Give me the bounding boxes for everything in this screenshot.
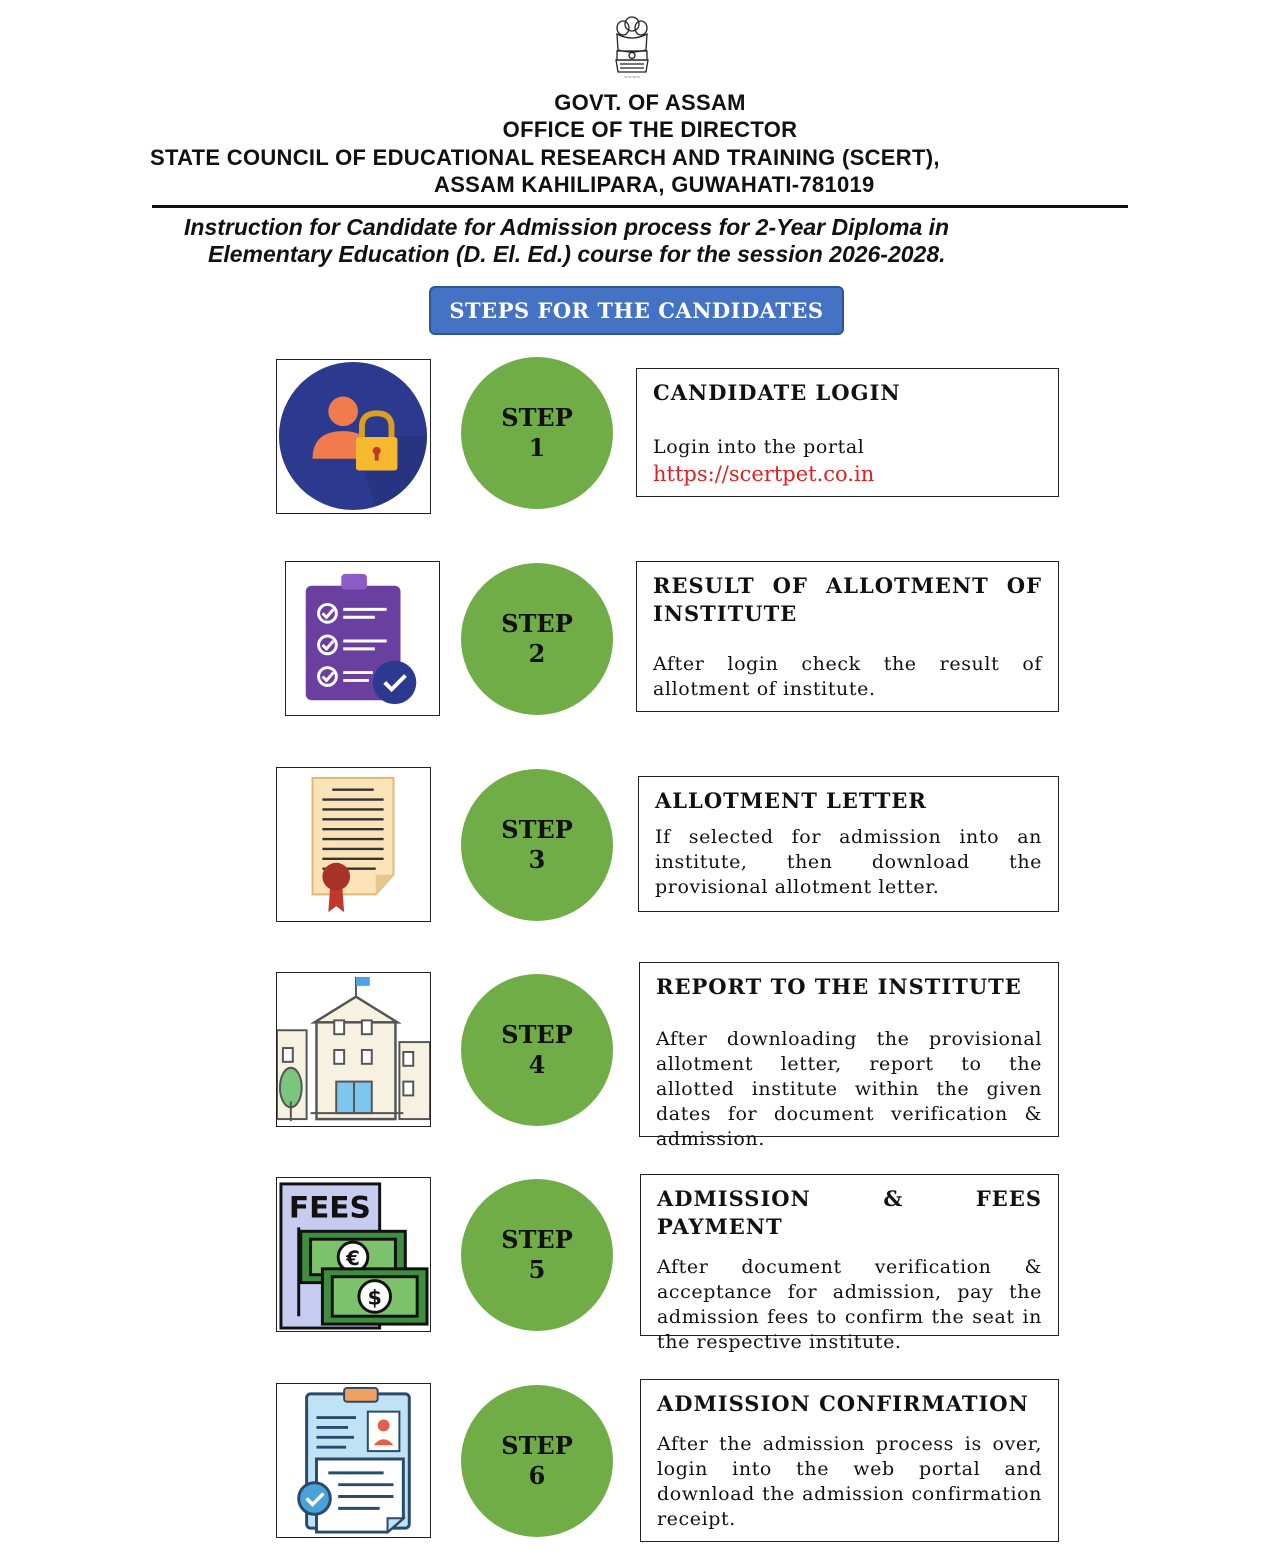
step-2-body: After login check the result of allotment of institute.: [653, 653, 1042, 700]
step-6-circle: [461, 1385, 613, 1537]
step-6-label: STEP: [501, 1431, 573, 1460]
header-divider: [152, 205, 1128, 208]
school-building-icon: [277, 973, 430, 1126]
user-lock-icon: [277, 360, 430, 513]
state-emblem-icon: [611, 14, 653, 82]
step-6-body: After the admission process is over, login into the web portal and download the admission confirmation receipt.: [657, 1433, 1042, 1530]
step-2-number: 2: [528, 639, 546, 668]
step-1-label: STEP: [501, 403, 573, 432]
step-5-label: STEP: [501, 1225, 573, 1254]
step-5-body: After document verification & acceptance for admission, pay the admission fees to confirm the seat in the respective institute.: [657, 1256, 1042, 1353]
step-4-number: 4: [528, 1050, 546, 1079]
svg-text:FEES: FEES: [288, 1190, 371, 1225]
header-office: OFFICE OF THE DIRECTOR: [502, 117, 798, 142]
steps-banner: STEPS FOR THE CANDIDATES: [429, 286, 844, 335]
header-address: ASSAM KAHILIPARA, GUWAHATI-781019: [434, 172, 875, 197]
instruction-line-2: Elementary Education (D. El. Ed.) course for the session 2026-2028.: [208, 241, 946, 267]
step-1-card: [636, 368, 1059, 497]
step-4-icon-box: [276, 972, 431, 1127]
step-6-icon-box: [276, 1383, 431, 1538]
step-1-icon-box: [276, 359, 431, 514]
step-3-label: STEP: [501, 815, 573, 844]
step-5-number: 5: [528, 1255, 546, 1284]
header-govt: GOVT. OF ASSAM: [554, 90, 746, 115]
step-5-title: ADMISSION & FEES PAYMENT: [657, 1186, 1042, 1239]
svg-text:$: $: [367, 1285, 382, 1310]
step-4-body: After downloading the provisional allotment letter, report to the allotted institute within the given dates for document verification & admission.: [656, 1028, 1042, 1150]
step-1-number: 1: [528, 433, 546, 462]
step-2-icon-box: [285, 561, 440, 716]
instruction-line-1: Instruction for Candidate for Admission process for 2-Year Diploma in: [184, 214, 950, 240]
step-1-title: CANDIDATE LOGIN: [653, 380, 901, 405]
step-1-circle: [461, 357, 613, 509]
clipboard-checklist-icon: [286, 562, 439, 715]
step-2-card: [636, 561, 1059, 712]
step-3-number: 3: [528, 845, 546, 874]
confirmation-receipt-icon: [277, 1384, 430, 1537]
step-2-label: STEP: [501, 609, 573, 638]
header-council: STATE COUNCIL OF EDUCATIONAL RESEARCH AND TRAINING (SCERT),: [150, 145, 940, 170]
step-5-card: [640, 1174, 1059, 1353]
step-6-card: [640, 1379, 1059, 1542]
step-4-card: [639, 962, 1059, 1150]
step-2-circle: [461, 563, 613, 715]
step-6-number: 6: [528, 1461, 546, 1490]
svg-text:€: €: [346, 1246, 360, 1270]
fees-money-icon: [277, 1178, 430, 1331]
step-3-circle: [461, 769, 613, 921]
step-1-body: Login into the portal: [653, 436, 865, 458]
svg-text:~~~~: ~~~~: [623, 75, 641, 81]
step-3-body: If selected for admission into an institute, then download the provisional allotment letter.: [655, 826, 1042, 898]
step-6-title: ADMISSION CONFIRMATION: [657, 1391, 1029, 1416]
step-3-icon-box: [276, 767, 431, 922]
step-3-card: [638, 776, 1059, 912]
step-2-title: RESULT OF ALLOTMENT OF INSTITUTE: [653, 573, 1042, 626]
certificate-icon: [277, 768, 430, 921]
step-4-title: REPORT TO THE INSTITUTE: [656, 974, 1022, 999]
step-4-label: STEP: [501, 1020, 573, 1049]
step-5-circle: [461, 1179, 613, 1331]
step-3-title: ALLOTMENT LETTER: [655, 788, 927, 813]
step-4-circle: [461, 974, 613, 1126]
portal-link[interactable]: https://scertpet.co.in: [653, 462, 875, 486]
step-5-icon-box: [276, 1177, 431, 1332]
